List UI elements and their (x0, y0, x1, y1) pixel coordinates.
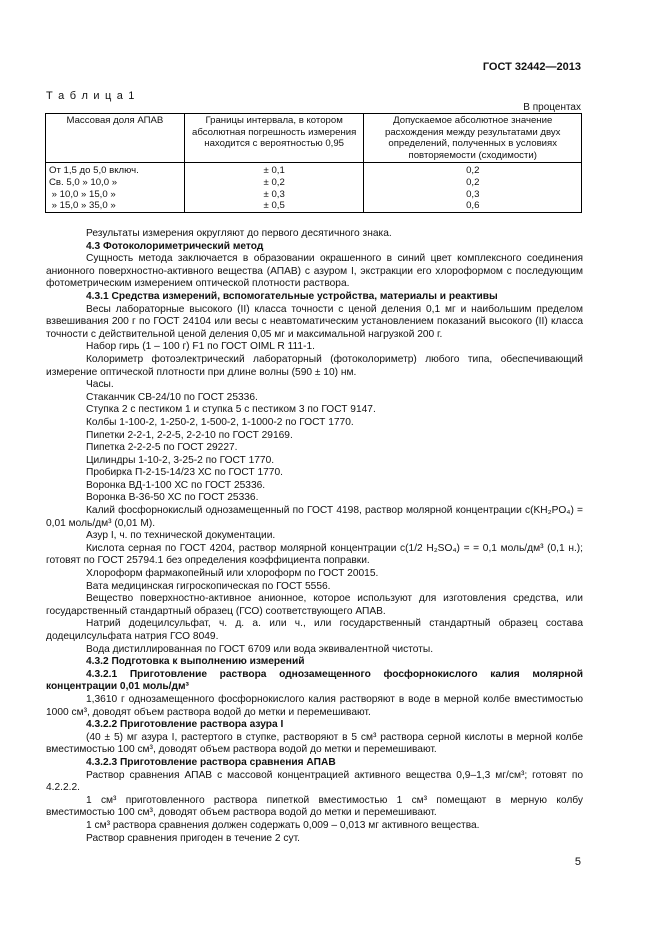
paragraph: Колбы 1-100-2, 1-250-2, 1-500-2, 1-1000-2 по ГОСТ 1770. (86, 416, 354, 428)
table-cell: ± 0,5 (184, 200, 364, 212)
table-cell: ± 0,1 (184, 163, 364, 177)
section-heading: 4.3.2.1 Приготовление раствора однозамещенного фосфорнокислого калия молярной концентрации 0,01 моль/дм³ (46, 668, 583, 693)
paragraph: Кислота серная по ГОСТ 4204, раствор молярной концентрации с(1/2 H₂SO₄) = = 0,1 моль/дм³ (0,1 н.); готовят по ГОСТ 25794.1 без определения коэффициента поправки. (46, 542, 583, 567)
paragraph: Азур I, ч. по технической документации. (86, 530, 276, 542)
paragraph: Пипетки 2-2-1, 2-2-5, 2-2-10 по ГОСТ 29169. (86, 429, 293, 441)
body-text (46, 228, 583, 845)
table-cell: 0,2 (364, 163, 582, 177)
paragraph: Вата медицинская гигроскопическая по ГОСТ 5556. (86, 580, 331, 592)
paragraph: Натрий додецилсульфат, ч. д. а. или ч., или государственный стандартный образец состава додецилсульфата натрия ГСО 8049. (46, 618, 583, 642)
table-header-cell: Границы интервала, в котором абсолютная погрешность измерения находится с вероятностью 0,95 (184, 114, 364, 163)
table-row (46, 189, 582, 201)
page-number: 5 (574, 856, 581, 868)
paragraph: Результаты измерения округляют до первого десятичного знака. (86, 228, 392, 239)
table-row (46, 163, 582, 177)
section-heading: 4.3.2 Подготовка к выполнению измерений (86, 656, 305, 668)
paragraph: Сущность метода заключается в образовании окрашенного в синий цвет комплексного соединения анионного поверхностно-активного вещества (АПАВ) с азуром I, экстракции его хлороформом с последующим фотометрическим измерением оптической плотности раствора. (46, 253, 583, 290)
paragraph: Вода дистиллированная по ГОСТ 6709 или вода эквивалентной чистоты. (86, 643, 434, 655)
paragraph: (40 ± 5) мг азура I, растертого в ступке, растворяют в 5 см³ раствора серной кислоты в мерной колбе вместимостью 100 см³, доводят объем раствора водой до метки и перемешивают. (46, 731, 583, 756)
paragraph: Раствор сравнения АПАВ с массовой концентрацией активного вещества 0,9–1,3 мг/см³; готовят по 4.2.2.2. (46, 769, 583, 794)
paragraph: Пробирка П-2-15-14/23 ХС по ГОСТ 1770. (86, 467, 283, 479)
paragraph: Колориметр фотоэлектрический лабораторный (фотоколориметр) любого типа, обеспечивающий измерение оптической плотности при длине волны (590 ± 10) нм. (46, 353, 583, 378)
paragraph: 1,3610 г однозамещенного фосфорнокислого калия растворяют в воде в мерной колбе вместимостью 1000 см³, доводят объем раствора водой до метки и перемешивают. (46, 693, 583, 718)
section-heading: 4.3.2.2 Приготовление раствора азура I (86, 719, 284, 731)
table-cell: 0,2 (364, 177, 582, 189)
table-cell: Св. 5,0 » 10,0 » (46, 177, 185, 189)
table-cell: ± 0,3 (184, 189, 364, 201)
paragraph: Весы лабораторные высокого (II) класса точности с ценой деления 0,1 мг и наибольшим пределом взвешивания 200 г по ГОСТ 24104 или весы с неавтоматическим установлением показаний высокого (II) класса точности с действительной ценой деления 0,05 мг и максимальной нагрузкой 200 г. (46, 303, 583, 340)
paragraph: Цилиндры 1-10-2, 3-25-2 по ГОСТ 1770. (86, 454, 275, 466)
table-row (46, 200, 582, 212)
table-row (46, 177, 582, 189)
table-header-cell: Массовая доля АПАВ (46, 114, 185, 163)
paragraph: Вещество поверхностно-активное анионное, которое используют для изготовления средства, или государственный стандартный образец (ГСО) соответствующего АПАВ. (46, 593, 583, 617)
section-heading: 4.3.2.3 Приготовление раствора сравнения АПАВ (86, 756, 336, 768)
table-cell: 0,3 (364, 189, 582, 201)
table-unit: В процентах (523, 102, 581, 113)
paragraph: 1 см³ раствора сравнения должен содержать 0,009 – 0,013 мг активного вещества. (86, 819, 480, 831)
section-heading: 4.3 Фотоколориметрический метод (86, 240, 264, 252)
paragraph: Часы. (86, 379, 114, 391)
table-cell: » 15,0 » 35,0 » (46, 200, 185, 212)
table-cell: » 10,0 » 15,0 » (46, 189, 185, 201)
table-cell: От 1,5 до 5,0 включ. (46, 163, 185, 177)
table-cell: ± 0,2 (184, 177, 364, 189)
paragraph: Пипетка 2-2-2-5 по ГОСТ 29227. (86, 442, 238, 454)
table-header-cell: Допускаемое абсолютное значение расхождения между результатами двух определений, полученных в условиях повторяемости (сходимости) (364, 114, 582, 163)
paragraph: Калий фосфорнокислый однозамещенный по ГОСТ 4198, раствор молярной концентрации с(KH₂PO₄) = 0,01 моль/дм³ (0,01 М). (46, 505, 583, 529)
paragraph: Воронка ВД-1-100 ХС по ГОСТ 25336. (86, 479, 266, 491)
paragraph: 1 см³ приготовленного раствора пипеткой вместимостью 1 см³ помещают в мерную колбу вместимостью 100 см³, доводят объем раствора водой до метки и перемешивают. (46, 794, 583, 819)
table-header-row (46, 114, 582, 163)
paragraph: Воронка В-36-50 ХС по ГОСТ 25336. (86, 492, 259, 504)
paragraph: Хлороформ фармакопейный или хлороформ по ГОСТ 20015. (86, 568, 379, 580)
paragraph: Раствор сравнения пригоден в течение 2 сут. (86, 832, 300, 844)
table-caption: Т а б л и ц а 1 (46, 90, 136, 102)
paragraph: Набор гирь (1 – 100 г) F1 по ГОСТ OIML R 111-1. (86, 341, 315, 353)
paragraph: Стаканчик СВ-24/10 по ГОСТ 25336. (86, 391, 258, 403)
accuracy-table (45, 113, 582, 213)
paragraph: Ступка 2 с пестиком 1 и ступка 5 с пестиком 3 по ГОСТ 9147. (86, 404, 376, 416)
document-header: ГОСТ 32442—2013 (482, 61, 581, 73)
table-cell: 0,6 (364, 200, 582, 212)
section-heading: 4.3.1 Средства измерений, вспомогательные устройства, материалы и реактивы (86, 290, 498, 302)
